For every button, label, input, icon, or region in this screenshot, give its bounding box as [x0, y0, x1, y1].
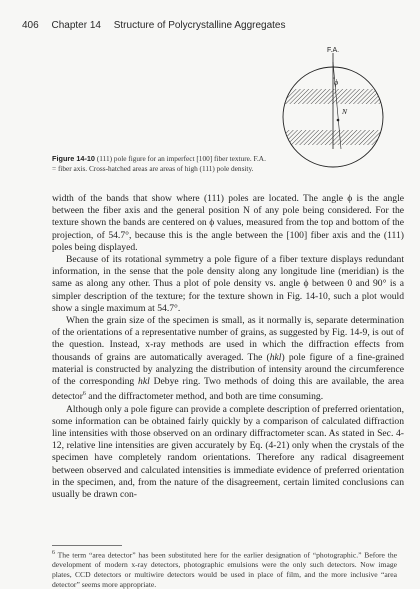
- paragraph-3: When the grain size of the specimen is small, as it normally is, separate determination of the orientations of a representative number of grains, as suggested by Fig. 14-9, is out of the question. Instead, x-ray methods are used in which the diffraction effects from thousands of grains are automatically averaged. The (hkl) pole figure of a fine-grained material is constructed by analyzing the distribution of intensity around the circumference of the corresponding hkl Debye ring. Two methods of doing this are available, the area detector$^6$ and the diffractometer method, and both are time consuming.: [52, 315, 404, 404]
- page-number: 406: [22, 20, 39, 31]
- running-head: [22, 20, 412, 34]
- body-text: [52, 193, 404, 501]
- pole-figure: [258, 42, 408, 192]
- chapter-title: Structure of Polycrystalline Aggregates: [114, 20, 286, 31]
- footnote-marker: 6: [52, 550, 55, 556]
- fiber-axis-label: F.A.: [327, 47, 339, 54]
- paragraph-2: Because of its rotational symmetry a pole figure of a fiber texture displays redundant information, in the sense that the pole density along any longitude line (meridian) is the same as along any other. Thus a plot of pole density vs. angle ϕ between 0 and 90° is a simpler description of the texture; for the texture shown in Fig. 14-10, such a plot would show a single maximum at 54.7°.: [52, 254, 404, 315]
- paragraph-4: Although only a pole figure can provide a complete description of preferred orientation, some information can be obtained fairly quickly by a comparison of calculated diffraction line intensities with those observed on an ordinary diffractometer scan. As stated in Sec. 4-12, relative line intensities are given accurately by Eq. (4-21) only when the crystals of the specimen have completely random orientations. Therefore any radical disagreement between observed and calculated intensities is immediate evidence of preferred orientation in the specimen, and, from the nature of the disagreement, certain limited conclusions can usually be drawn con-: [52, 404, 404, 502]
- footnote-reference: 6: [83, 391, 86, 397]
- caption-text: (111) pole figure for an imperfect [100] fiber texture. F.A. = fiber axis. Cross-hatched areas are areas of high (111) pole density.: [52, 154, 266, 173]
- phi-label: ϕ: [334, 78, 338, 87]
- chapter-label: Chapter 14: [51, 20, 100, 31]
- figure-caption: [52, 154, 270, 173]
- pole-marker: [337, 119, 340, 122]
- pole-label-n: N: [341, 107, 348, 116]
- figure-number: Figure 14-10: [52, 154, 95, 163]
- footnote: [52, 549, 397, 589]
- paragraph-1: width of the bands that show where (111) poles are located. The angle ϕ is the angle between the fiber axis and the general position N of any pole being considered. For the texture shown the bands are centered on ϕ values, measured from the top and bottom of the projection, of 54.7°, because this is the angle between the [100] fiber axis and the (111) poles being displayed.: [52, 193, 404, 254]
- footnote-text: The term “area detector” has been substituted here for the earlier designation of “photographic.” Before the development of modern x-ray detectors, photographic emulsions were the only such detectors. Now image plates, CCD detectors or multiwire detectors would be used in place of film, and the more inclusive “area detector” seems more appropriate.: [52, 551, 397, 589]
- footnote-rule: [52, 545, 122, 546]
